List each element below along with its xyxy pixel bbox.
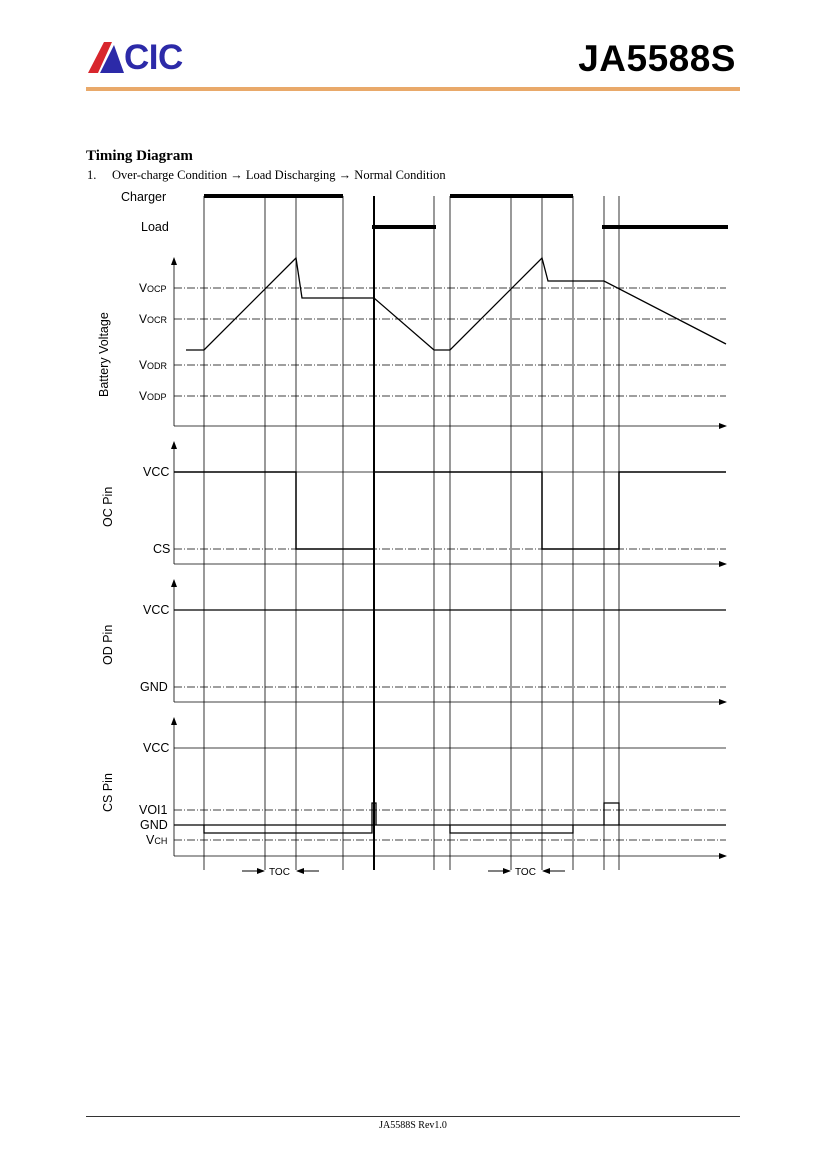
section-title: Timing Diagram [86,148,193,164]
cs-voi1-label: VOI1 [139,803,168,817]
od-axis-label: OD Pin [101,624,115,665]
battery-voltage-trace [186,258,726,350]
cs-axis-label: CS Pin [101,773,115,812]
logo-text: CIC [124,38,183,77]
toc-annotation [242,867,319,878]
oc-axis-label: OC Pin [101,486,115,527]
oc-vcc-label: VCC [143,465,170,479]
vodr-label: VODR [139,358,168,372]
cs-gnd-label: GND [140,818,168,832]
item-text: Over-charge Condition → Load Discharging → Normal Condition [112,168,446,182]
od-pin-panel [101,580,726,702]
cs-vch-label: VCH [146,833,168,847]
item-number: 1. [87,168,97,182]
cs-vcc-label: VCC [143,741,170,755]
toc-label: TOC [515,867,536,878]
oc-cs-label: CS [153,542,171,556]
footer-rule [86,1116,740,1117]
timing-markers [204,196,619,870]
toc-annotation [488,867,565,878]
cs-pin-trace [604,803,619,825]
vocr-label: VOCR [139,312,168,326]
charger-label: Charger [121,190,167,204]
vocp-label: VOCP [139,281,167,295]
cs-pin-panel [101,718,726,856]
battery-axis-label: Battery Voltage [97,312,111,397]
vodp-label: VODP [139,389,167,403]
part-number: JA5588S [578,38,736,79]
od-gnd-label: GND [140,680,168,694]
cs-pin-trace [204,803,376,833]
od-vcc-label: VCC [143,603,170,617]
oc-pin-panel [101,442,726,564]
battery-voltage-panel [97,258,726,426]
load-label: Load [141,220,169,234]
cs-pin-trace [450,825,573,833]
toc-label: TOC [269,867,290,878]
footer-text: JA5588S Rev1.0 [379,1120,447,1131]
